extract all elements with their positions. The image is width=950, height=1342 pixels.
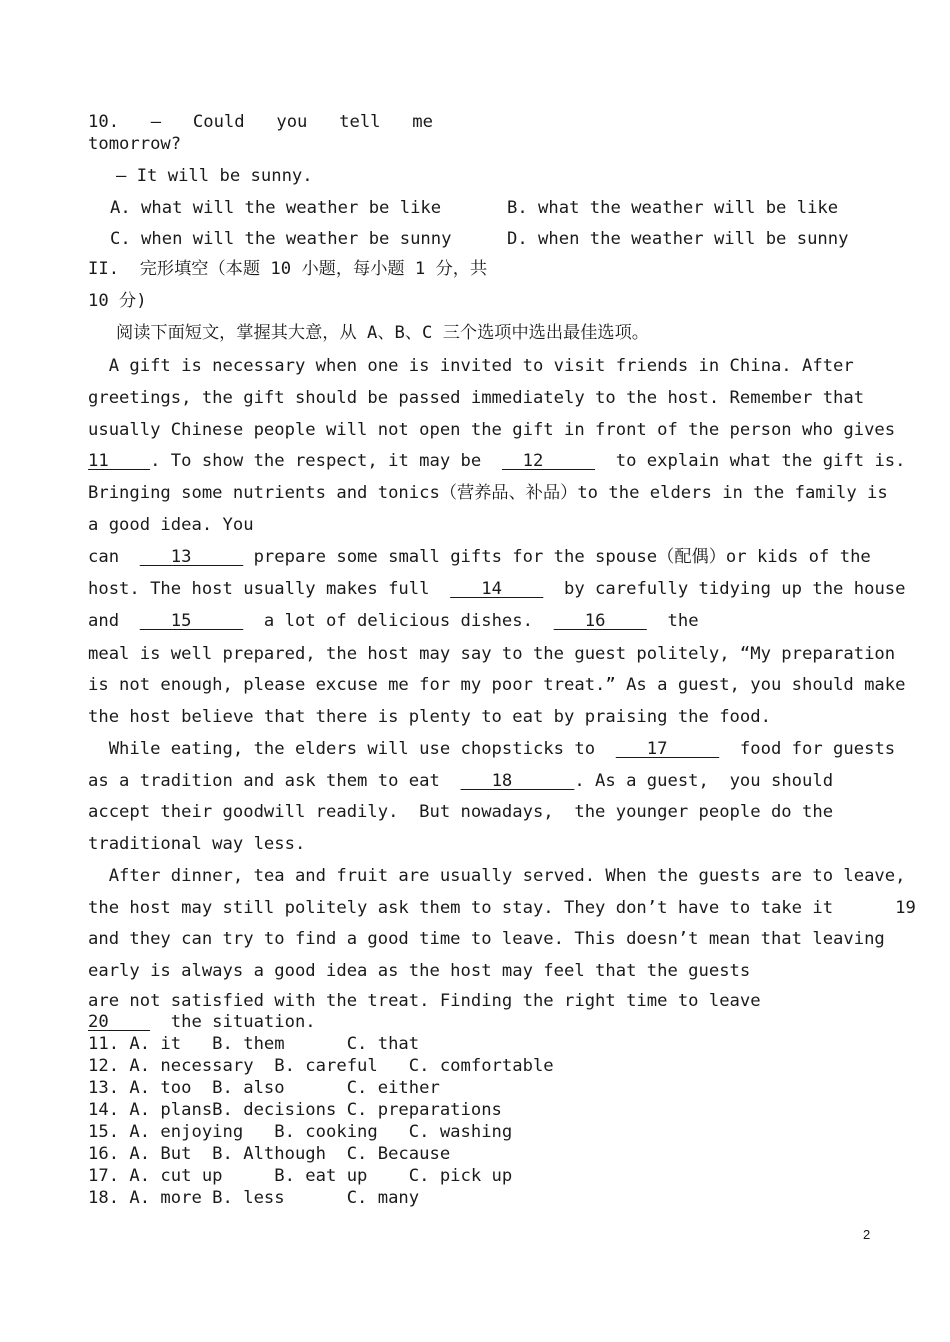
q10-word: — xyxy=(150,112,162,132)
passage-line xyxy=(88,610,699,632)
passage-text: host. The host usually makes full xyxy=(88,579,451,599)
q10-option-c: C. when will the weather be sunny xyxy=(110,229,452,249)
q10-word: me xyxy=(412,112,433,132)
q10-word: 10. xyxy=(88,112,120,132)
blank-11: 11 xyxy=(88,451,151,471)
passage-line: usually Chinese people will not open the gift in front of the person who gives xyxy=(88,420,896,440)
passage-line xyxy=(88,1011,316,1033)
q10-word: you xyxy=(276,112,308,132)
q10-stem xyxy=(88,111,433,133)
blank-12: 12 xyxy=(501,451,596,471)
q10-answer: — It will be sunny. xyxy=(116,166,313,186)
passage-text: as a tradition and ask them to eat xyxy=(88,771,461,791)
passage-line: the host believe that there is plenty to eat by praising the food. xyxy=(88,707,771,727)
passage-line: Bringing some nutrients and tonics（营养品、补品）to the elders in the family is xyxy=(88,483,888,503)
passage-text: While eating, the elders will use chopsticks to xyxy=(88,739,616,759)
option-line: 17. A. cut up B. eat up C. pick up xyxy=(88,1166,513,1186)
passage-line: and they can try to find a good time to leave. This doesn’t mean that leaving xyxy=(88,929,885,949)
passage-text: to explain what the gift is. xyxy=(595,451,906,471)
option-line: 12. A. necessary B. careful C. comfortable xyxy=(88,1056,554,1076)
page-number: 2 xyxy=(863,1227,871,1242)
passage-line xyxy=(88,770,833,792)
passage-text: the situation. xyxy=(150,1012,316,1032)
passage-line: the host may still politely ask them to stay. They don’t have to take it 19 xyxy=(88,898,916,918)
passage-line: is not enough, please excuse me for my poor treat.” As a guest, you should make xyxy=(88,675,906,695)
section-heading: II. 完形填空（本题 10 小题，每小题 1 分，共 xyxy=(88,259,488,279)
blank-20: 20 xyxy=(88,1012,151,1032)
passage-line: After dinner, tea and fruit are usually served. When the guests are to leave, xyxy=(88,866,906,886)
passage-text: can xyxy=(88,547,140,567)
option-line: 15. A. enjoying B. cooking C. washing xyxy=(88,1122,513,1142)
q10-stem-cont: tomorrow? xyxy=(88,134,182,154)
blank-16: 16 xyxy=(553,611,647,631)
passage-line: traditional way less. xyxy=(88,834,306,854)
blank-17: 17 xyxy=(615,739,720,759)
option-line: 14. A. plansB. decisions C. preparations xyxy=(88,1100,502,1120)
passage-line: accept their goodwill readily. But nowadays, the younger people do the xyxy=(88,802,834,822)
q10-word: Could xyxy=(192,112,245,132)
section-heading-cont: 10 分) xyxy=(88,291,147,311)
q10-option-d: D. when the weather will be sunny xyxy=(507,229,849,249)
blank-18: 18 xyxy=(460,771,575,791)
option-line: 16. A. But B. Although C. Because xyxy=(88,1144,451,1164)
q10-option-b: B. what the weather will be like xyxy=(507,198,839,218)
passage-text: and xyxy=(88,611,140,631)
option-line: 18. A. more B. less C. many xyxy=(88,1188,420,1208)
passage-text: . To show the respect, it may be xyxy=(150,451,502,471)
passage-text: a lot of delicious dishes. xyxy=(243,611,554,631)
passage-line: early is always a good idea as the host may feel that the guests xyxy=(88,961,751,981)
passage-line: meal is well prepared, the host may say to the guest politely, “My preparation xyxy=(88,644,896,664)
passage-text: food for guests xyxy=(719,739,896,759)
passage-text: . As a guest, you should xyxy=(574,771,834,791)
passage-text: prepare some small gifts for the spouse（配偶）or kids of the xyxy=(243,547,871,567)
blank-13: 13 xyxy=(139,547,244,567)
passage-line xyxy=(88,738,895,760)
passage-line xyxy=(88,546,871,568)
blank-15: 15 xyxy=(139,611,244,631)
passage-line: a good idea. You xyxy=(88,515,254,535)
passage-line: greetings, the gift should be passed immediately to the host. Remember that xyxy=(88,388,865,408)
q10-word: tell xyxy=(339,112,381,132)
passage-text: the xyxy=(646,611,699,631)
option-line: 11. A. it B. them C. that xyxy=(88,1034,420,1054)
passage-line: A gift is necessary when one is invited to visit friends in China. After xyxy=(88,356,854,376)
blank-14: 14 xyxy=(450,579,544,599)
section-instruction: 阅读下面短文，掌握其大意，从 A、B、C 三个选项中选出最佳选项。 xyxy=(116,323,649,343)
q10-option-a: A. what will the weather be like xyxy=(110,198,442,218)
passage-line xyxy=(88,450,906,472)
passage-line: are not satisfied with the treat. Finding the right time to leave xyxy=(88,991,761,1011)
passage-text: by carefully tidying up the house xyxy=(543,579,906,599)
passage-line xyxy=(88,578,905,600)
option-line: 13. A. too B. also C. either xyxy=(88,1078,440,1098)
